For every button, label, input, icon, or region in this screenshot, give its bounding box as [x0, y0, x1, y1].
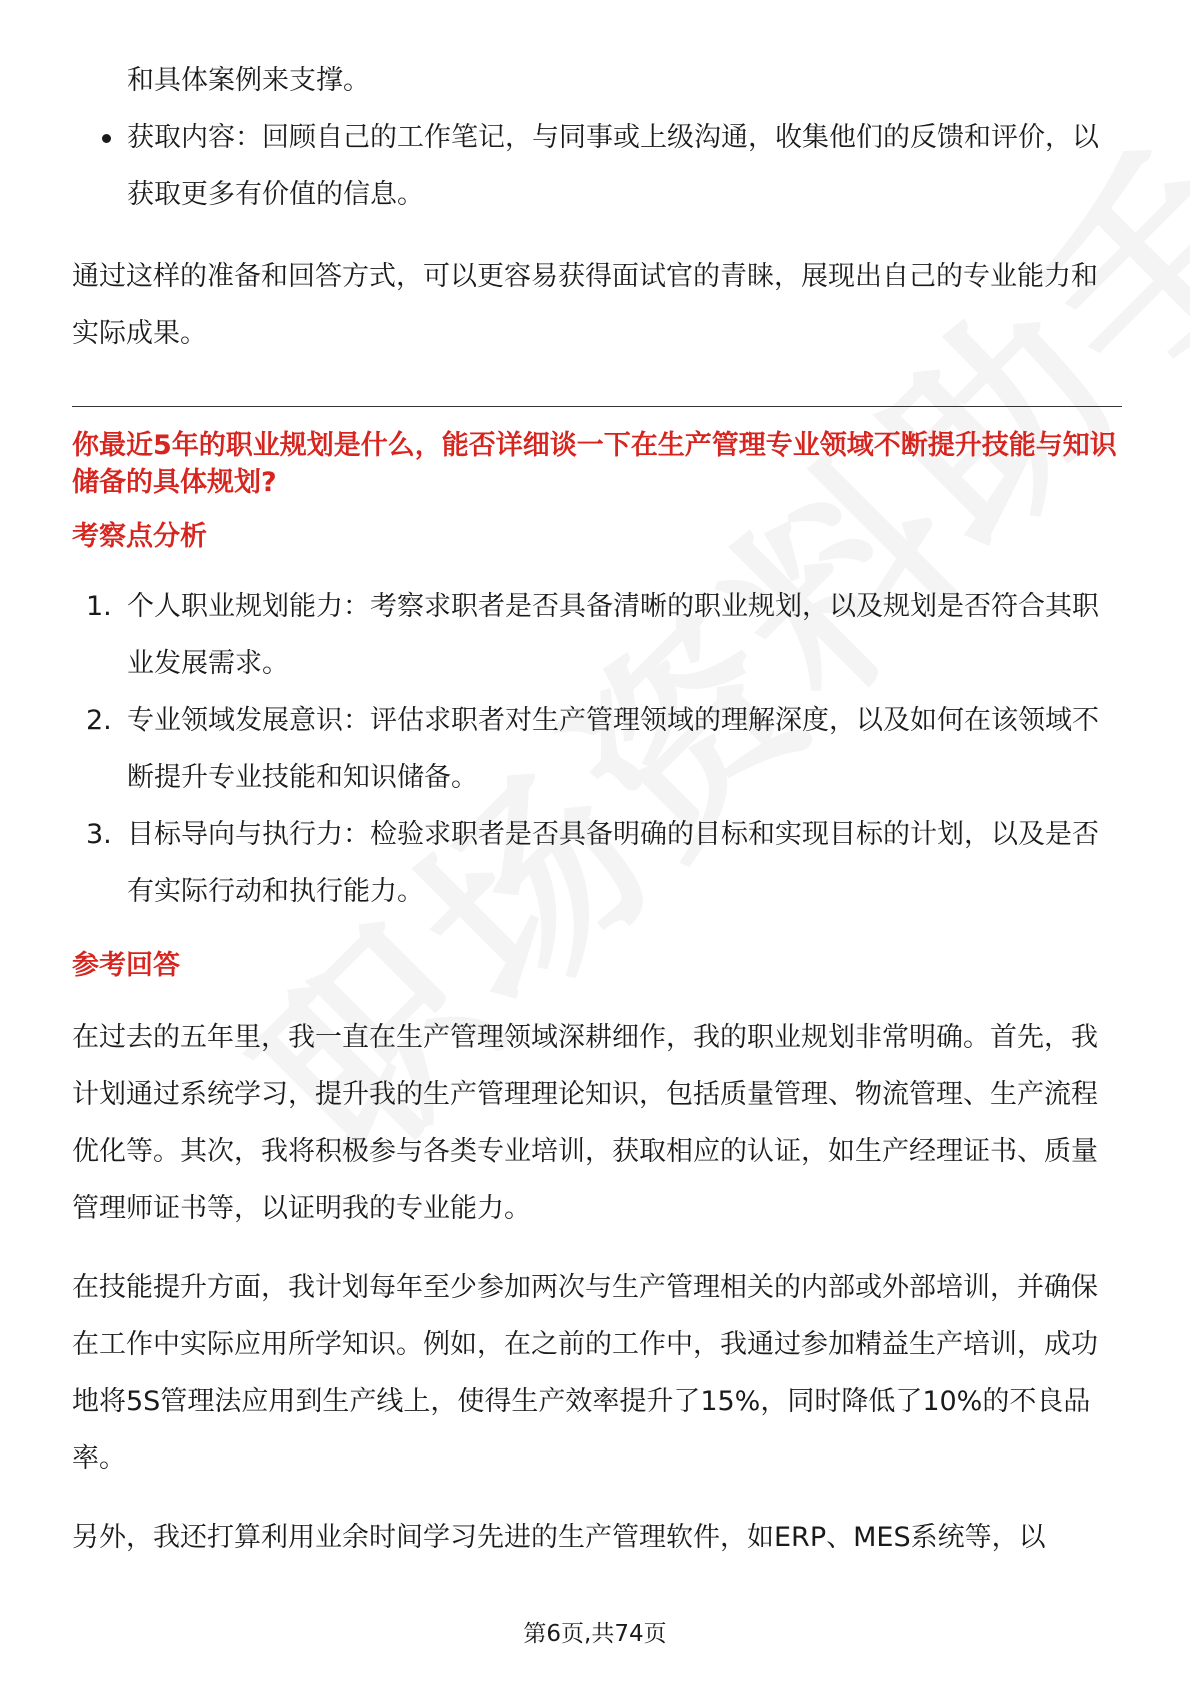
list-item: [72, 578, 1122, 692]
list-number: 2.: [86, 705, 112, 736]
document-body: [72, 0, 1122, 1566]
closing-paragraph: 通过这样的准备和回答方式，可以更容易获得面试官的青睐，展现出自己的专业能力和实际成果。: [72, 261, 1098, 349]
analysis-list: [72, 578, 1122, 920]
intro-continuation: 和具体案例来支撑。: [127, 65, 370, 96]
list-item: [72, 806, 1122, 920]
analysis-heading: 考察点分析: [72, 521, 207, 552]
interview-question: 你最近5年的职业规划是什么，能否详细谈一下在生产管理专业领域不断提升技能与知识储备的具体规划?: [72, 430, 1117, 498]
answer-paragraph: 另外，我还打算利用业余时间学习先进的生产管理软件，如ERP、MES系统等，以: [72, 1522, 1046, 1553]
answer-paragraph: 在过去的五年里，我一直在生产管理领域深耕细作，我的职业规划非常明确。首先，我计划通过系统学习，提升我的生产管理理论知识，包括质量管理、物流管理、生产流程优化等。其次，我将积极参与各类专业培训，获取相应的认证，如生产经理证书、质量管理师证书等，以证明我的专业能力。: [72, 1022, 1098, 1224]
bullet-item: [72, 109, 1122, 223]
answer-paragraph: 在技能提升方面，我计划每年至少参加两次与生产管理相关的内部或外部培训，并确保在工作中实际应用所学知识。例如，在之前的工作中，我通过参加精益生产培训，成功地将5S管理法应用到生产线上，使得生产效率提升了15%，同时降低了10%的不良品率。: [72, 1272, 1098, 1474]
bullet-text: 获取内容：回顾自己的工作笔记，与同事或上级沟通，收集他们的反馈和评价，以获取更多有价值的信息。: [127, 122, 1099, 210]
list-number: 3.: [86, 819, 112, 850]
list-item-text: 个人职业规划能力：考察求职者是否具备清晰的职业规划，以及规划是否符合其职业发展需求。: [127, 591, 1099, 679]
list-number: 1.: [86, 591, 112, 622]
list-item: [72, 692, 1122, 806]
bullet-icon: [102, 134, 111, 143]
answer-heading: 参考回答: [72, 950, 180, 981]
page-footer: 第6页,共74页: [523, 1621, 667, 1647]
list-item-text: 目标导向与执行力：检验求职者是否具备明确的目标和实现目标的计划，以及是否有实际行动和执行能力。: [127, 819, 1099, 907]
list-item-text: 专业领域发展意识：评估求职者对生产管理领域的理解深度，以及如何在该领域不断提升专业技能和知识储备。: [127, 705, 1099, 793]
section-divider: [72, 406, 1122, 407]
